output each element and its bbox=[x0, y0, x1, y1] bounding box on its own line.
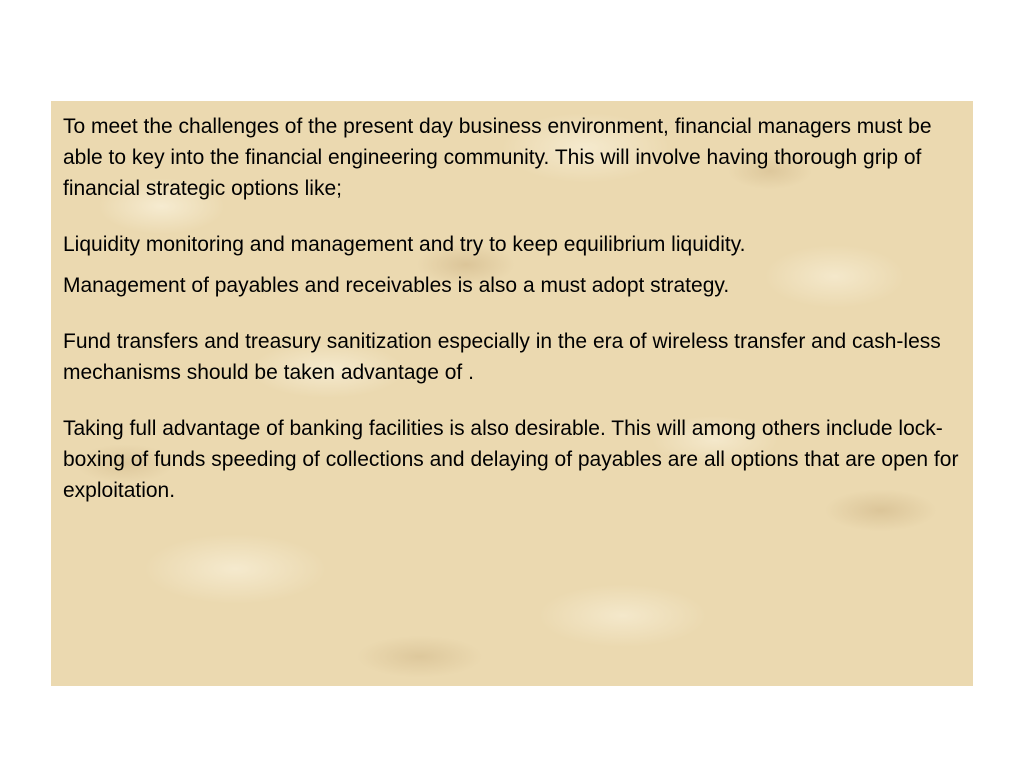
paragraph-payables-receivables: Management of payables and receivables is also a must adopt strategy. bbox=[63, 274, 730, 297]
paragraph-liquidity: Liquidity monitoring and management and try to keep equilibrium liquidity. bbox=[63, 233, 746, 256]
paragraph-fund-transfers: Fund transfers and treasury sanitization especially in the era of wireless transfer and cash-less mechanisms should be taken advantage of . bbox=[63, 330, 941, 384]
paragraph-intro: To meet the challenges of the present day business environment, financial managers must be able to key into the financial engineering community. This will involve having thorough grip of financial strategic options like; bbox=[63, 115, 932, 200]
parchment-text-box bbox=[51, 101, 973, 686]
paragraph-banking-facilities: Taking full advantage of banking facilities is also desirable. This will among others include lock-boxing of funds speeding of collections and delaying of payables are all options that are open for exploitation. bbox=[63, 417, 959, 502]
